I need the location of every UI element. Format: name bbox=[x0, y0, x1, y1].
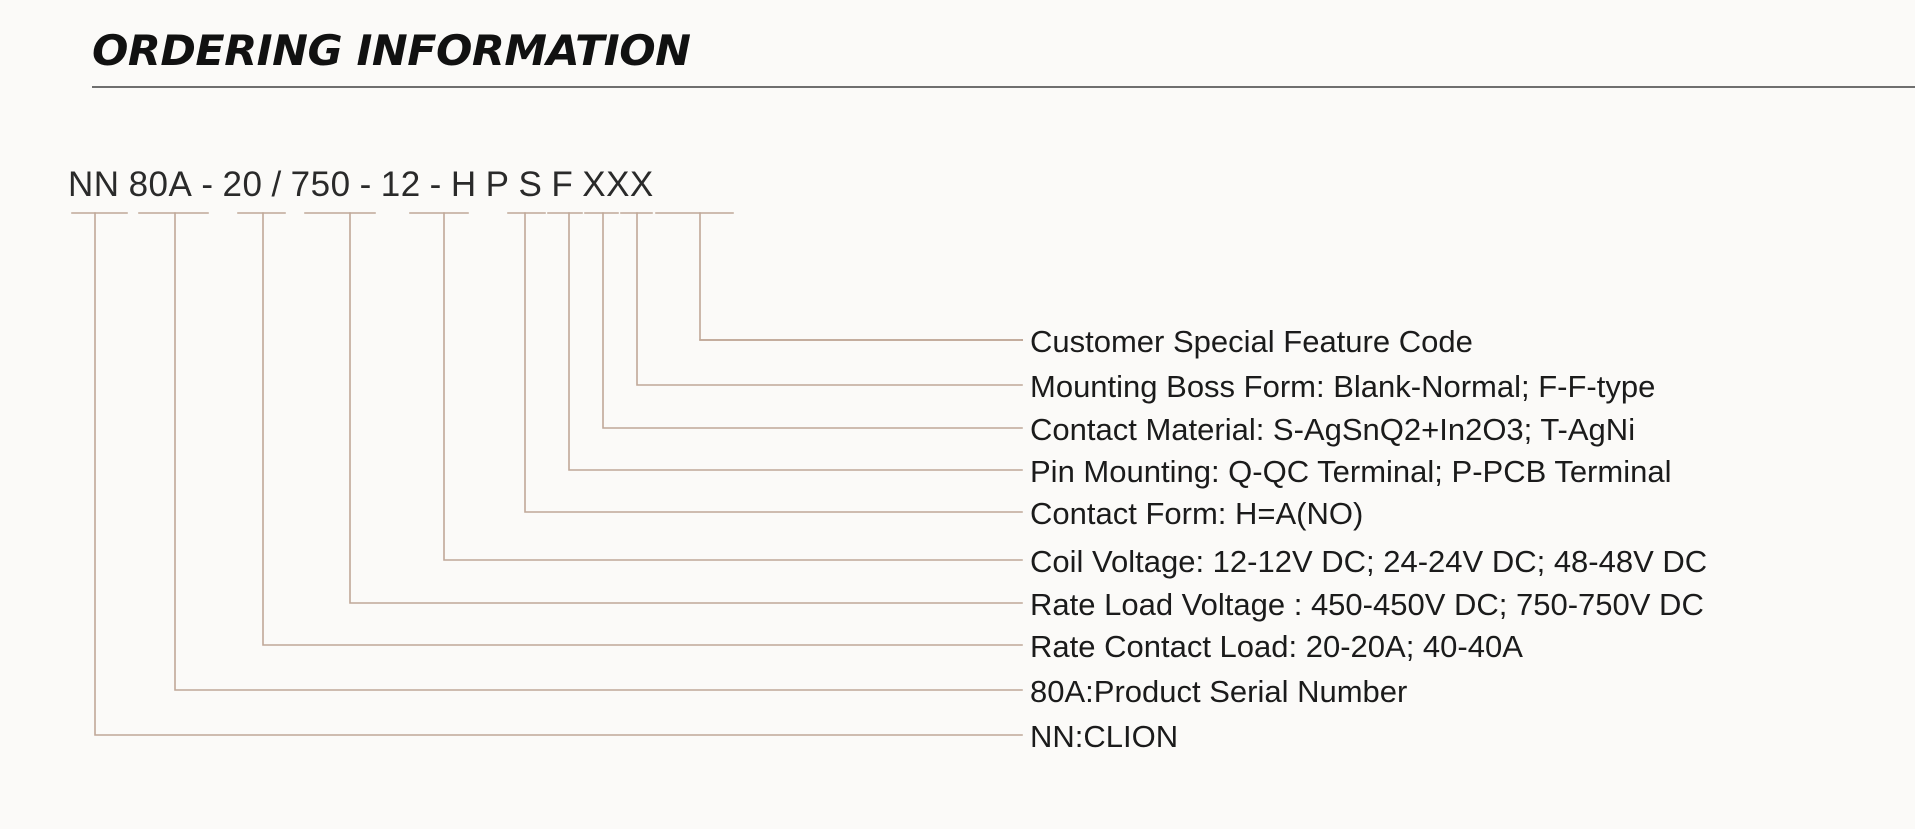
leader-brand-code bbox=[95, 213, 1022, 735]
description-rate-load-voltage: Rate Load Voltage : 450-450V DC; 750-750V DC bbox=[1030, 587, 1704, 622]
code-segment-contact-material: S bbox=[518, 165, 543, 204]
description-pin-mounting: Pin Mounting: Q-QC Terminal; P-PCB Terminal bbox=[1030, 454, 1672, 489]
leader-coil-voltage bbox=[444, 213, 1022, 560]
part-number-code bbox=[68, 165, 654, 209]
code-separator-slash: / bbox=[271, 165, 282, 204]
leader-customer-special-feature-code bbox=[700, 213, 1022, 340]
description-rate-contact-load: Rate Contact Load: 20-20A; 40-40A bbox=[1030, 629, 1523, 664]
description-contact-material: Contact Material: S-AgSnQ2+In2O3; T-AgNi bbox=[1030, 412, 1636, 447]
code-separator-3: - bbox=[429, 165, 442, 204]
description-mounting-boss-form: Mounting Boss Form: Blank-Normal; F-F-type bbox=[1030, 369, 1656, 404]
code-segment-special-feature: XXX bbox=[582, 165, 654, 204]
leader-product-serial-number bbox=[175, 213, 1022, 690]
code-segment-pin-mounting: P bbox=[485, 165, 510, 204]
code-segment-coil-voltage: 12 bbox=[380, 165, 421, 204]
description-brand-code: NN:CLION bbox=[1030, 719, 1179, 754]
leader-contact-form bbox=[525, 213, 1022, 512]
code-separator-2: - bbox=[359, 165, 372, 204]
code-segment-brand: NN bbox=[68, 165, 120, 204]
code-segment-mounting-boss: F bbox=[551, 165, 574, 204]
title-divider bbox=[92, 86, 1915, 88]
description-contact-form: Contact Form: H=A(NO) bbox=[1030, 496, 1364, 531]
leader-pin-mounting bbox=[569, 213, 1022, 470]
description-product-serial-number: 80A:Product Serial Number bbox=[1030, 674, 1408, 709]
code-segment-load-voltage: 750 bbox=[290, 165, 351, 204]
code-segment-contact-form: H bbox=[450, 165, 477, 204]
leader-mounting-boss-form bbox=[637, 213, 1022, 385]
leader-rate-contact-load bbox=[263, 213, 1022, 645]
page-title: ORDERING INFORMATION bbox=[92, 26, 691, 75]
description-coil-voltage: Coil Voltage: 12-12V DC; 24-24V DC; 48-48V DC bbox=[1030, 544, 1708, 579]
description-customer-special-feature-code: Customer Special Feature Code bbox=[1030, 324, 1473, 359]
code-segment-contact-load: 20 bbox=[222, 165, 263, 204]
leader-rate-load-voltage bbox=[350, 213, 1022, 603]
leader-contact-material bbox=[603, 213, 1022, 428]
code-segment-series: 80A bbox=[128, 165, 193, 204]
code-separator-1: - bbox=[201, 165, 214, 204]
